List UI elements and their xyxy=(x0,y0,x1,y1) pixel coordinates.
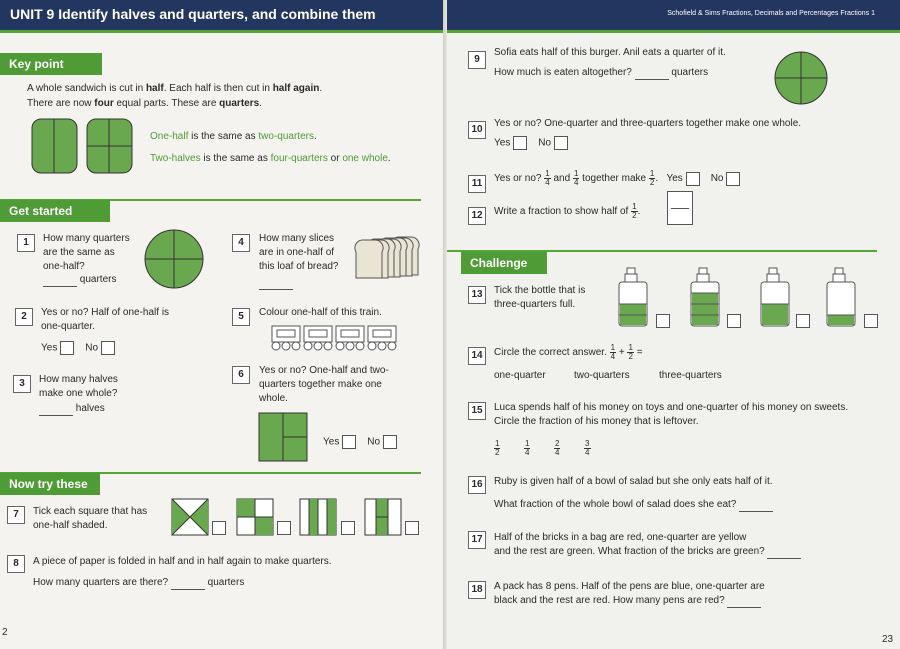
tick-box[interactable] xyxy=(277,521,291,535)
question-number: 18 xyxy=(468,581,486,599)
key-point-fact2: Two-halves is the same as four-quarters or one whole. xyxy=(150,153,391,164)
page-number: 23 xyxy=(882,634,894,645)
question-number: 5 xyxy=(232,308,250,326)
q6-text: Yes or no? One-half and two- quarters together make one whole. xyxy=(259,365,389,404)
q8-text: A piece of paper is folded in half and in half again to make quarters. xyxy=(33,556,332,567)
question-number: 12 xyxy=(468,207,486,225)
q18-answer[interactable] xyxy=(727,598,761,608)
yes-checkbox[interactable] xyxy=(60,341,74,355)
question-number: 10 xyxy=(468,121,486,139)
q2-options: Yes No xyxy=(41,341,115,356)
q12-text: Write a fraction to show half of $\frac{1}{2}$ . xyxy=(494,202,641,220)
q9-answer[interactable]: How much is eaten altogether? quarters xyxy=(494,67,709,78)
tick-box[interactable] xyxy=(341,521,355,535)
question-number: 16 xyxy=(468,476,486,494)
tick-box[interactable] xyxy=(212,521,226,535)
q6-options: Yes No xyxy=(323,435,397,450)
q13-text: Tick the bottle that is three-quarters full. xyxy=(494,285,586,310)
q14-text: Circle the correct answer. $\frac{1}{4}$ + $\frac{1}{2}$ = xyxy=(494,343,643,361)
left-page xyxy=(0,0,445,649)
question-number: 13 xyxy=(468,286,486,304)
q1-answer[interactable]: quarters xyxy=(43,273,116,287)
bread-loaf-icon xyxy=(352,235,422,279)
circle-quarters-shape xyxy=(143,228,205,290)
question-number: 14 xyxy=(468,347,486,365)
no-checkbox[interactable] xyxy=(101,341,115,355)
tick-box[interactable] xyxy=(864,314,878,328)
now-try-these-banner: Now try these xyxy=(0,473,100,495)
question-number: 15 xyxy=(468,402,486,420)
q17-text: Half of the bricks in a bag are red, one-quarter are yellow and the rest are green. What fraction of the bricks are green? xyxy=(494,531,801,559)
train-illustration[interactable] xyxy=(268,322,400,354)
question-number: 2 xyxy=(15,308,33,326)
q2-text: Yes or no? Half of one-half is one-quarter. xyxy=(41,307,170,332)
question-number: 1 xyxy=(17,234,35,252)
fraction-option[interactable]: $\frac{1}{2}$ xyxy=(495,439,500,457)
fraction-option[interactable]: $\frac{3}{4}$ xyxy=(585,439,590,457)
burger-circle-shape xyxy=(773,50,829,106)
question-number: 3 xyxy=(13,375,31,393)
key-point-banner: Key point xyxy=(0,53,102,75)
tick-box[interactable] xyxy=(405,521,419,535)
q4-text: How many slices are in one-half of this loaf of bread? xyxy=(259,233,339,272)
q3-text: How many halves make one whole? xyxy=(39,374,118,399)
q17-answer[interactable] xyxy=(767,549,801,559)
q16-answer[interactable]: What fraction of the whole bowl of salad does she eat? xyxy=(494,498,773,512)
q14-option-2[interactable]: two-quarters xyxy=(574,370,630,381)
get-started-banner: Get started xyxy=(0,200,110,222)
square-strips-shape xyxy=(299,498,339,538)
fraction-answer-box[interactable] xyxy=(667,191,693,225)
q10-options: Yes No xyxy=(494,136,568,151)
yes-checkbox[interactable] xyxy=(513,136,527,150)
question-number: 7 xyxy=(7,506,25,524)
right-page xyxy=(447,0,900,649)
q10-text: Yes or no? One-quarter and three-quarters together make one whole. xyxy=(494,118,802,129)
square-half-quarters-shape xyxy=(258,412,310,464)
challenge-banner: Challenge xyxy=(461,252,547,274)
q9-text: Sofia eats half of this burger. Anil eats a quarter of it. xyxy=(494,47,726,58)
question-number: 17 xyxy=(468,531,486,549)
tick-box[interactable] xyxy=(796,314,810,328)
q7-text: Tick each square that has one-half shaded. xyxy=(33,506,148,531)
q11-text: Yes or no? $\frac{1}{4}$ and $\frac{1}{4}$ together make $\frac{1}{2}$ . Yes No xyxy=(494,170,740,187)
series-header-bar xyxy=(447,0,900,30)
q14-option-3[interactable]: three-quarters xyxy=(659,370,722,381)
question-number: 11 xyxy=(468,175,486,193)
q8-answer[interactable]: How many quarters are there? quarters xyxy=(33,577,245,588)
tick-box[interactable] xyxy=(656,314,670,328)
fraction-option[interactable]: $\frac{1}{4}$ xyxy=(525,439,530,457)
key-point-fact1: One-half is the same as two-quarters. xyxy=(150,131,317,142)
key-point-line1: A whole sandwich is cut in half. Each half is then cut in half again. xyxy=(27,83,323,94)
question-number: 9 xyxy=(468,51,486,69)
unit-title: UNIT 9 Identify halves and quarters, and combine them xyxy=(10,6,376,22)
q4-answer[interactable] xyxy=(259,276,293,290)
fraction-option[interactable]: $\frac{2}{4}$ xyxy=(555,439,560,457)
tick-box[interactable] xyxy=(727,314,741,328)
q18-text: A pack has 8 pens. Half of the pens are blue, one-quarter are black and the rest are red. How many pens are red? xyxy=(494,581,765,606)
unit-header-bar xyxy=(0,0,445,30)
no-checkbox[interactable] xyxy=(726,172,740,186)
page-number: 2 xyxy=(2,627,8,638)
square-mixed-shape xyxy=(364,498,404,538)
square-diagonal-shape xyxy=(171,498,211,538)
series-title: Schofield & Sims Fractions, Decimals and Percentages Fractions 1 xyxy=(667,10,875,17)
yes-checkbox[interactable] xyxy=(686,172,700,186)
q5-text: Colour one-half of this train. xyxy=(259,307,382,318)
q15-text: Luca spends half of his money on toys and one-quarter of his money on sweets. Circle the fraction of his money that is leftover. xyxy=(494,402,849,427)
key-point-line2: There are now four equal parts. These are quarters. xyxy=(27,98,262,109)
yes-checkbox[interactable] xyxy=(342,435,356,449)
question-number: 6 xyxy=(232,366,250,384)
question-number: 8 xyxy=(7,555,25,573)
q15-fraction-options xyxy=(494,440,591,457)
q1-text: How many quarters are the same as one-half? xyxy=(43,233,130,272)
sandwich-illustration xyxy=(30,117,135,177)
no-checkbox[interactable] xyxy=(383,435,397,449)
square-quarters-shape xyxy=(236,498,276,538)
q14-option-1[interactable]: one-quarter xyxy=(494,370,546,381)
question-number: 4 xyxy=(232,234,250,252)
q16-text: Ruby is given half of a bowl of salad but she only eats half of it. xyxy=(494,476,773,487)
no-checkbox[interactable] xyxy=(554,136,568,150)
q3-answer[interactable]: halves xyxy=(39,402,105,416)
